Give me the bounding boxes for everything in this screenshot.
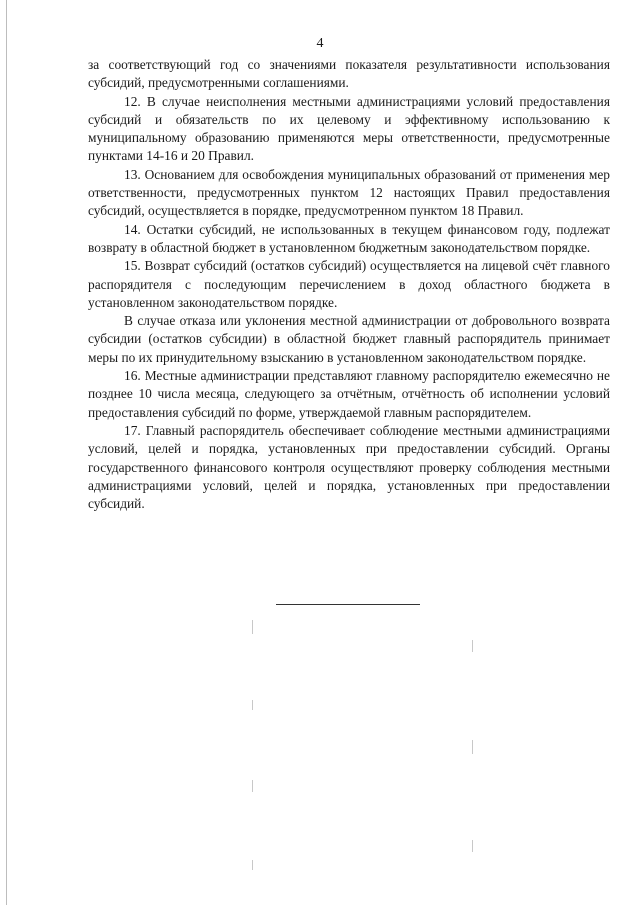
document-body <box>88 56 610 513</box>
scan-edge <box>6 0 7 905</box>
scan-artifact <box>472 640 473 652</box>
paragraph-15-refusal: В случае отказа или уклонения местной администрации от добровольного возврата субсидии (остатков субсидии) в областной бюджет главный распорядитель принимает меры по их принудительному взысканию в установленном законодательством порядке. <box>88 313 610 365</box>
scan-artifact <box>252 700 253 710</box>
paragraph-17: 17. Главный распорядитель обеспечивает соблюдение местными администрациями условий, целей и порядка, установленных при предоставлении субсидий. Органы государственного финансового контроля осуществляют проверку соблюдения местными администрациями условий, целей и порядка, установленных при предоставлении субсидий. <box>88 422 610 512</box>
end-of-text-rule <box>276 604 420 605</box>
paragraph-16: 16. Местные администрации представляют главному распорядителю ежемесячно не позднее 10 числа месяца, следующего за отчётным, отчётность об исполнении условий предоставления субсидий по форме, утверждаемой главным распорядителем. <box>88 368 610 420</box>
scan-artifact <box>252 780 253 792</box>
page-number: 4 <box>316 36 324 51</box>
paragraph-12: 12. В случае неисполнения местными администрациями условий предоставления субсидий и обязательств по их целевому и эффективному использованию к муниципальному образованию применяются меры ответственности, предусмотренные пунктами 14-16 и 20 Правил. <box>88 93 610 164</box>
scan-artifact <box>472 740 473 754</box>
paragraph-14: 14. Остатки субсидий, не использованных в текущем финансовом году, подлежат возврату в областной бюджет в установленном бюджетным законодательством порядке. <box>88 221 610 255</box>
paragraph-continuation: за соответствующий год со значениями показателя результативности использования субсидий, предусмотренными соглашениями. <box>88 57 610 91</box>
scan-artifact <box>252 860 253 870</box>
scan-artifact <box>252 620 253 634</box>
paragraph-15: 15. Возврат субсидий (остатков субсидий) осуществляется на лицевой счёт главного распорядителя с последующим перечислением в доход областного бюджета в установленном законодательством порядке. <box>88 258 610 310</box>
scan-artifact <box>472 840 473 852</box>
paragraph-13: 13. Основанием для освобождения муниципальных образований от применения мер ответственности, предусмотренных пунктом 12 настоящих Правил предоставления субсидий, осуществляется в порядке, предусмотренном пунктом 18 Правил. <box>88 166 610 219</box>
